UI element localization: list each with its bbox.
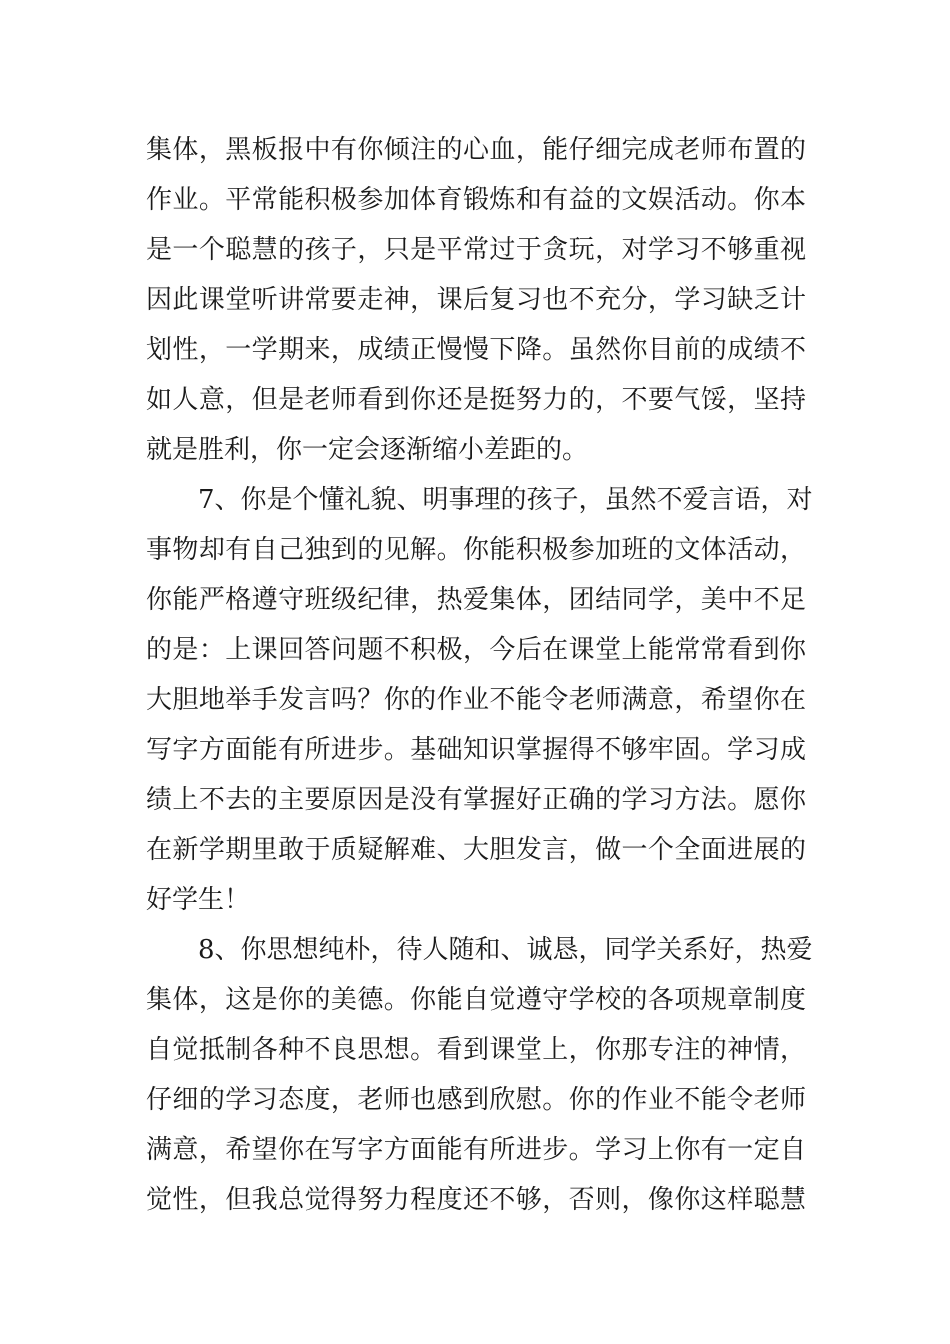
text-line: 自觉抵制各种不良思想。看到课堂上，你那专注的神情， xyxy=(146,1035,806,1065)
paragraph-7-first-line: 7、你是个懂礼貌、明事理的孩子，虽然不爱言语，对 xyxy=(198,485,813,515)
text-line: 是一个聪慧的孩子，只是平常过于贪玩，对学习不够重视 xyxy=(146,235,806,265)
text-line: 作业。平常能积极参加体育锻炼和有益的文娱活动。你本 xyxy=(146,185,806,215)
text-line: 集体，黑板报中有你倾注的心血，能仔细完成老师布置的 xyxy=(146,135,806,165)
text-line: 满意，希望你在写字方面能有所进步。学习上你有一定自 xyxy=(146,1135,806,1165)
text-line: 在新学期里敢于质疑解难、大胆发言，做一个全面进展的 xyxy=(146,835,806,865)
text-line: 绩上不去的主要原因是没有掌握好正确的学习方法。愿你 xyxy=(146,785,806,815)
text-line: 你能严格遵守班级纪律，热爱集体，团结同学，美中不足 xyxy=(146,585,806,615)
text-line: 好学生！ xyxy=(146,885,251,915)
text-line: 仔细的学习态度，老师也感到欣慰。你的作业不能令老师 xyxy=(146,1085,806,1115)
text-line: 大胆地举手发言吗？你的作业不能令老师满意，希望你在 xyxy=(146,685,806,715)
text-line: 就是胜利，你一定会逐渐缩小差距的。 xyxy=(146,435,589,465)
text-line: 集体，这是你的美德。你能自觉遵守学校的各项规章制度 xyxy=(146,985,806,1015)
paragraph-8-first-line: 8、你思想纯朴，待人随和、诚恳，同学关系好，热爱 xyxy=(198,935,813,965)
text-line: 如人意，但是老师看到你还是挺努力的，不要气馁，坚持 xyxy=(146,385,806,415)
text-line: 的是：上课回答问题不积极，今后在课堂上能常常看到你 xyxy=(146,635,806,665)
text-line: 因此课堂听讲常要走神，课后复习也不充分，学习缺乏计 xyxy=(146,285,806,315)
text-line: 划性，一学期来，成绩正慢慢下降。虽然你目前的成绩不 xyxy=(146,335,806,365)
text-line: 觉性，但我总觉得努力程度还不够，否则，像你这样聪慧 xyxy=(146,1185,806,1215)
text-line: 写字方面能有所进步。基础知识掌握得不够牢固。学习成 xyxy=(146,735,806,765)
text-line: 事物却有自己独到的见解。你能积极参加班的文体活动， xyxy=(146,535,806,565)
